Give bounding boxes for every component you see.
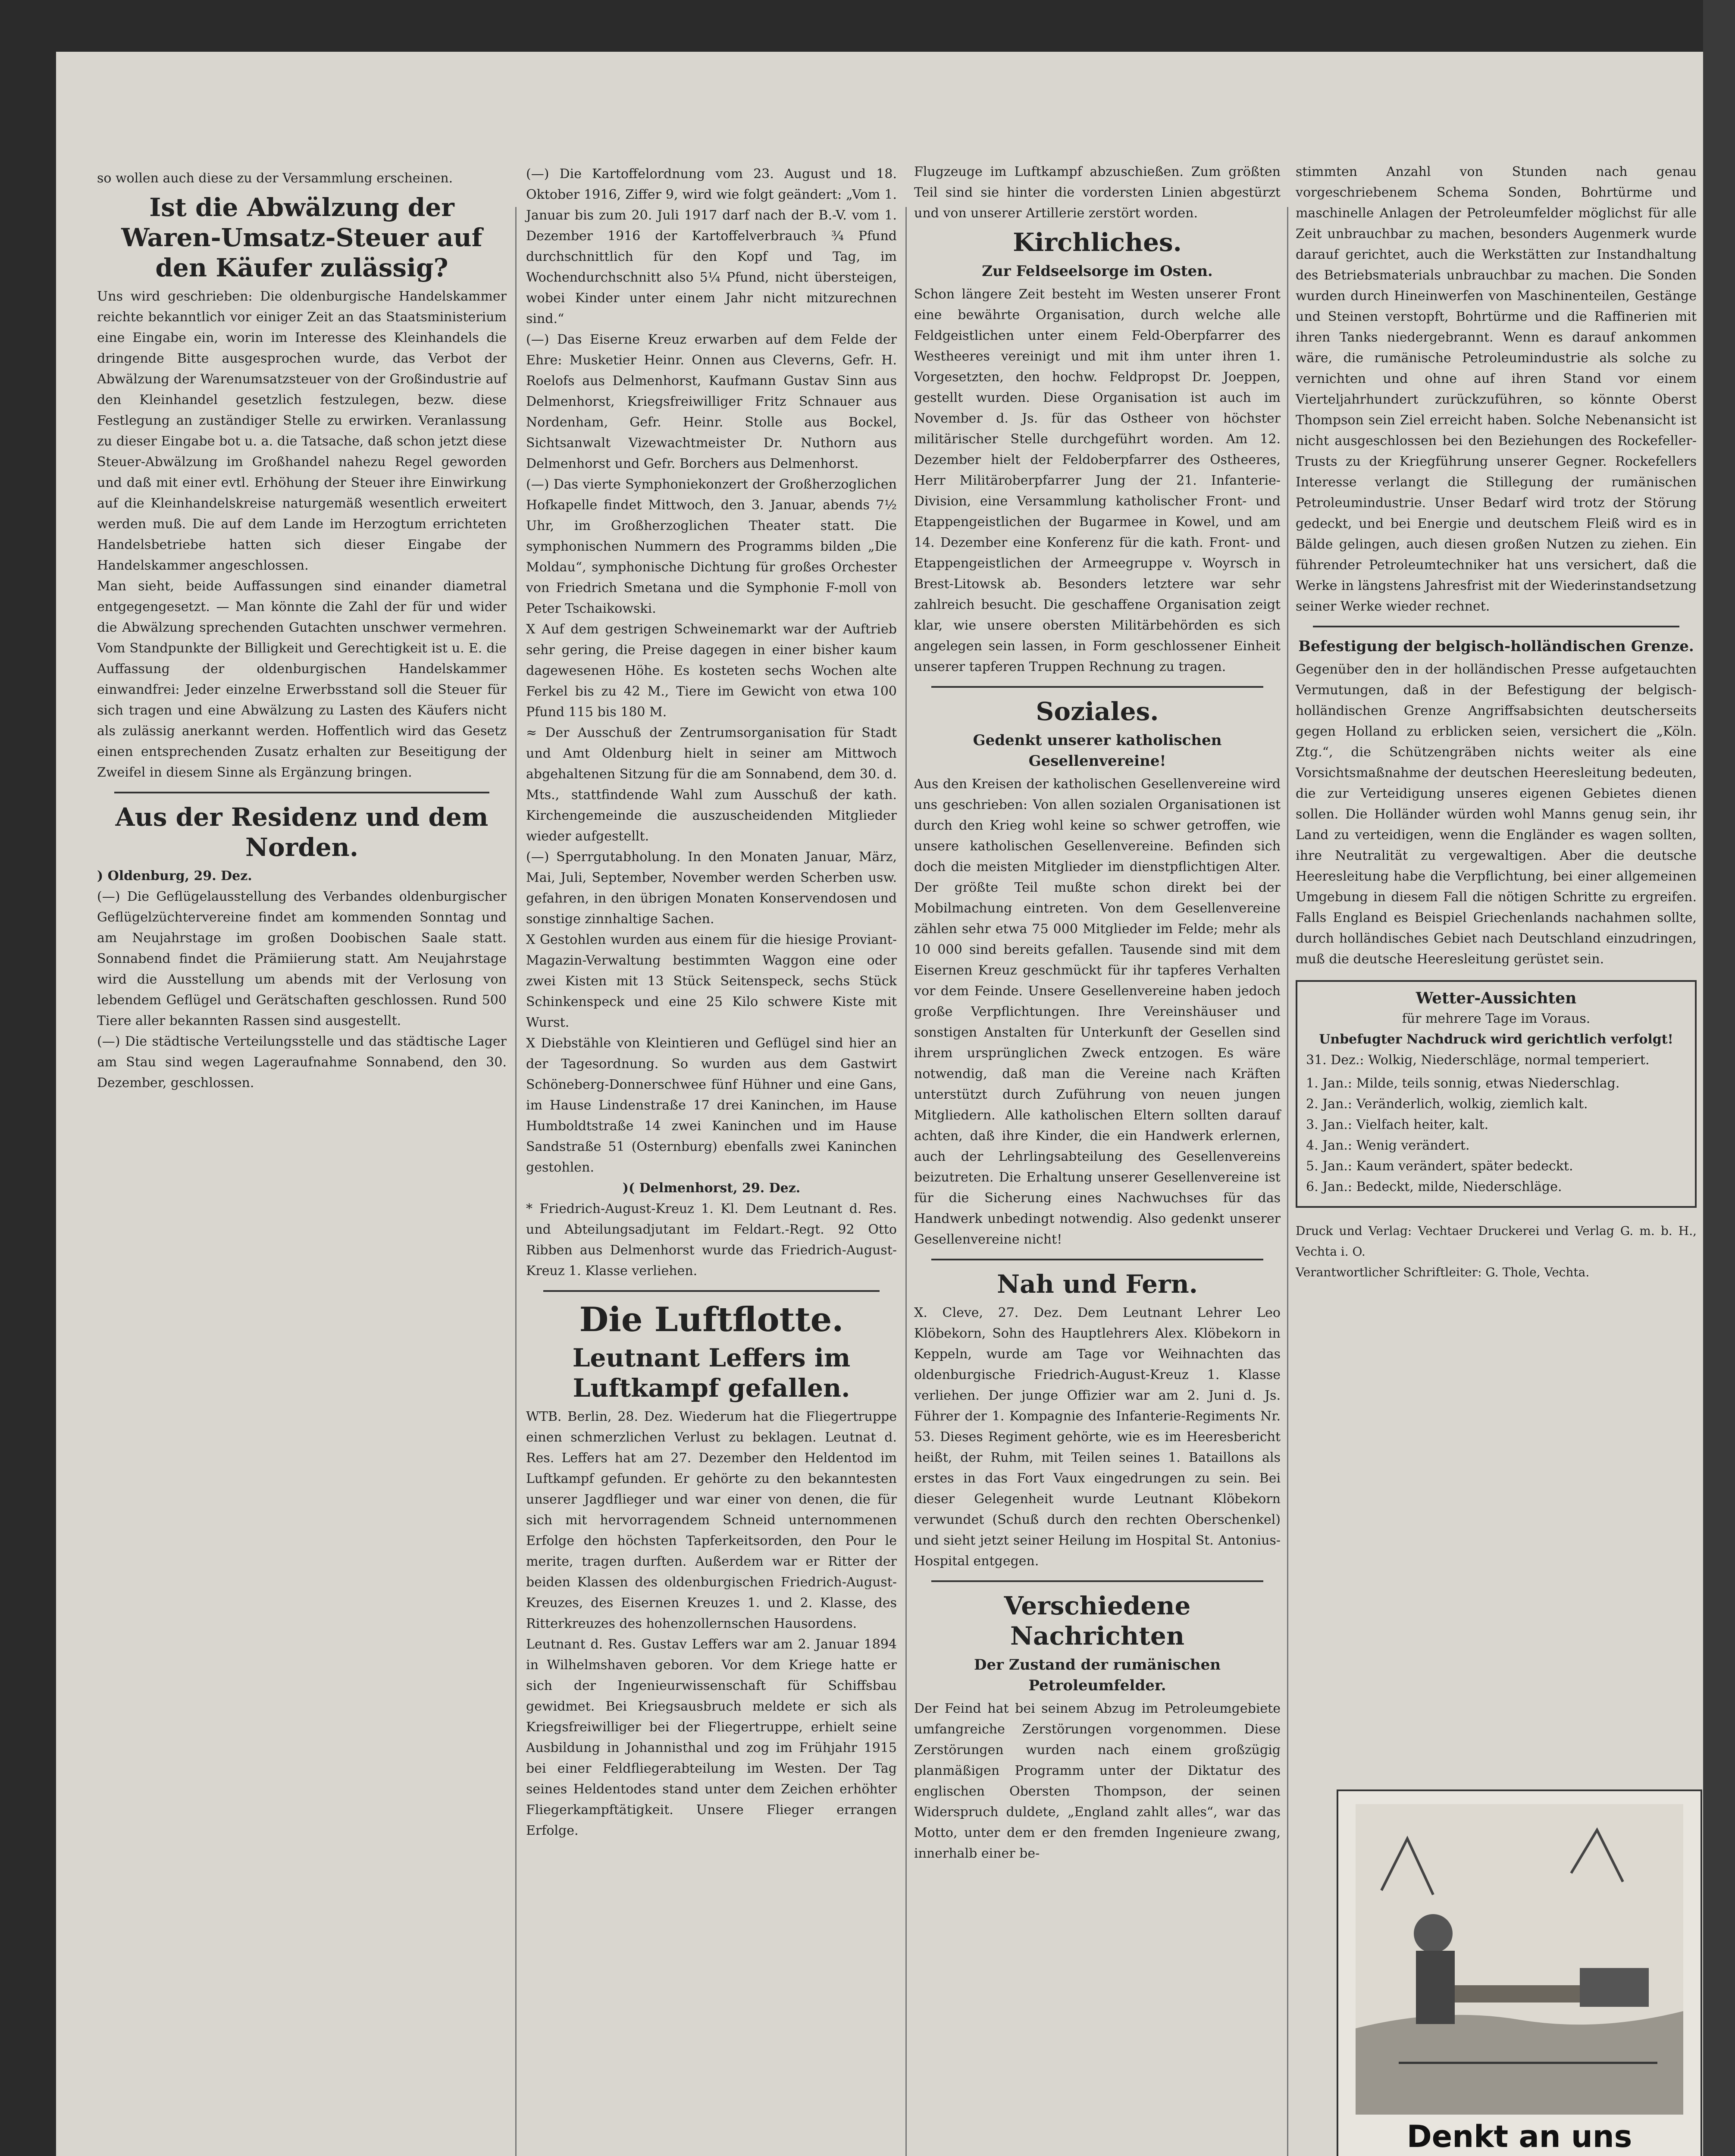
divider	[931, 1259, 1263, 1260]
imprint-publisher: Druck und Verlag: Vechtaer Druckerei und Verlag G. m. b. H., Vechta i. O.	[1296, 1224, 1697, 1259]
headline-nah-und-fern: Nah und Fern.	[997, 1269, 1198, 1299]
weather-title: Wetter-Aussichten	[1416, 989, 1577, 1007]
article-body: Der Feind hat bei seinem Abzug im Petroleumgebiete umfangreiche Zerstörungen vorgenommen. Diese Zerstörungen wurden nach einem großzügig planmäßigen Programm unter der Diktatur des englischen Obersten Thompson, der seinen Widerspruch duldete, „England zahlt alles“, war das Motto, unter dem er den fremden Ingenieure zwang, innerhalb einer be-	[914, 1701, 1281, 1861]
article-body: Aus den Kreisen der katholischen Gesellenvereine wird uns geschrieben: Von allen sozialen Organisationen ist durch den Krieg wohl keine so schwer getroffen, wie unsere katholischen Gesellenvereine. Befinden sich doch die meisten Mitglieder im dienstpflichtigen Alter. Der größte Teil mußte schon direkt bei der Mobilmachung eintreten. Von dem Gesellenvereine zählen sehr etwa 75 000 Mitglieder im Felde; mehr als 10 000 sind bereits gefallen. Tausende sind mit dem Eisernen Kreuz geschmückt für ihr tapferes Verhalten vor dem Feinde. Unsere Gesellenvereine haben jedoch große Verpflichtungen. Ihre Vereinshäuser und sonstigen Anstalten für Unterkunft der Gesellen sind ihrem ursprünglichen Zweck entzogen. Es wäre notwendig, daß man die Vereine nach Kräften unterstützt durch Zuführung von neuen jungen Mitgliedern. Alle katholischen Eltern sollten darauf achten, daß ihre Kinder, die ein Handwerk erlernen, auch der Lehrlingsabteilung des Gesellenvereins beizutreten. Die Erhaltung unserer Gesellenvereine ist für die Sicherung eines Nachwuchses für das Handwerk unbedingt notwendig. Also gedenkt unserer Gesellenvereine nicht!	[914, 777, 1281, 1247]
article-body: X Diebstähle von Kleintieren und Geflügel sind hier an der Tagesordnung. So wurden aus dem Gastwirt Schöneberg-Donnerschwee fünf Hühner und eine Gans, im Hause Lindenstraße 17 drei Kaninchen, im Hause Humboldtstraße 14 zwei Kaninchen und im Hause Sandstraße 51 (Osternburg) ebenfalls zwei Kaninchen gestohlen.	[526, 1036, 897, 1175]
weather-list	[1306, 1073, 1686, 1197]
column-rule	[515, 207, 517, 2156]
article-body: (—) Das Eiserne Kreuz erwarben auf dem Felde der Ehre: Musketier Heinr. Onnen aus Cleverns, Gefr. H. Roelofs aus Delmenhorst, Kaufmann Gustav Sinn aus Delmenhorst, Kriegsfreiwilliger Fritz Schnauer aus Nordenham, Gefr. Heinr. Stolle aus Bockel, Sichtsanwalt Vizewachtmeister Dr. Nuthorn aus Delmenhorst und Gefr. Borchers aus Delmenhorst.	[526, 332, 897, 471]
article-body: (—) Die städtische Verteilungsstelle und das städtische Lager am Stau sind wegen Lageraufnahme Sonnabend, den 30. Dezember, geschlossen.	[97, 1034, 507, 1091]
soldier-illustration	[1356, 1804, 1683, 2115]
divider	[931, 1580, 1263, 1582]
article-body: ≈ Der Ausschuß der Zentrumsorganisation für Stadt und Amt Oldenburg hielt in seiner am Mittwoch abgehaltenen Sitzung für die am Sonnabend, dem 30. d. Mts., stattfindende Wahl zum Ausschuß der kath. Kirchengemeinde die auszuscheidenden Mitglieder wieder aufgestellt.	[526, 725, 897, 844]
salem-advertisement	[1337, 1789, 1702, 2156]
weather-day: 3. Jan.: Vielfach heiter, kalt.	[1306, 1117, 1489, 1132]
article-body: Schon längere Zeit besteht im Westen unserer Front eine bewährte Organisation, durch welche alle Feldgeistlichen unter einem Feld-Oberpfarrer des Westheeres vereinigt und mit ihm unter ihren 1. Vorgesetzten, den hochw. Feldpropst Dr. Joeppen, gestellt wurden. Diese Organisation ist auch im November d. Js. für das Ostheer von höchster militärischer Stelle durchgeführt worden. Am 12. Dezember hielt der Feldoberpfarrer des Ostheeres, Herr Militäroberpfarrer Jung der 21. Infanterie-Division, eine Versammlung katholischer Front- und Etappengeistlichen der Bugarmee in Kowel, und am 14. Dezember eine Konferenz für die kath. Front- und Etappengeistlichen der Armeegruppe v. Woyrsch in Brest-Litowsk ab. Besonders letztere war sehr zahlreich besucht. Die geschaffene Organisation zeigt klar, wie unsere obersten Militärbehörden es sich angelegen sein lassen, in Form geschlossener Einheit unserer tapferen Truppen Rechnung zu tragen.	[914, 287, 1281, 674]
dateline: )( Delmenhorst, 29. Dez.	[622, 1181, 801, 1196]
scan-background-right	[1703, 0, 1735, 2156]
weather-subtitle: für mehrere Tage im Voraus.	[1402, 1011, 1591, 1026]
article-body: * Friedrich-August-Kreuz 1. Kl. Dem Leutnant d. Res. und Abteilungsadjutant im Feldart.-Regt. 92 Otto Ribben aus Delmenhorst wurde das Friedrich-August-Kreuz 1. Klasse verliehen.	[526, 1201, 897, 1279]
article-body: Man sieht, beide Auffassungen sind einander diametral entgegengesetzt. — Man könnte die Zahl der für und wider die Abwälzung sprechenden Gutachten unschwer vermehren. Vom Standpunkte der Billigkeit und Gerechtigkeit ist u. E. die Auffassung der oldenburgischen Handelskammer einwandfrei: Jeder einzelne Erwerbsstand soll die Steuer für sich tragen und eine Abwälzung zu Lasten des Käufers nicht als zulässig anerkannt werden. Hoffentlich wird das Gesetz einen entsprechenden Zusatz erhalten zur Beseitigung der Zweifel in diesem Sinne als Ergänzung bringen.	[97, 579, 507, 780]
column-2	[526, 164, 897, 1841]
article-body: WTB. Berlin, 28. Dez. Wiederum hat die Fliegertruppe einen schmerzlichen Verlust zu beklagen. Leutnat d. Res. Leffers hat am 27. Dezember den Heldentod im Luftkampf gefunden. Er gehörte zu den bekanntesten unserer Jagdflieger und war einer von denen, die für sich mit hervorragendem Schneid unternommenen Erfolge den höchsten Tapferkeitsorden, den Pour le merite, tragen durften. Außerdem war er Ritter der beiden Klassen des oldenburgischen Friedrich-August-Kreuzes, des Eisernen Kreuzes 1. und 2. Klasse, des Ritterkreuzes des hohenzollernschen Hausordens.	[526, 1409, 897, 1631]
weather-day: 4. Jan.: Wenig verändert.	[1306, 1138, 1470, 1153]
headline-grenze: Befestigung der belgisch-holländischen Grenze.	[1298, 638, 1694, 655]
weather-box	[1296, 980, 1697, 1208]
headline-verschiedene: Verschiedene Nachrichten	[1004, 1591, 1191, 1651]
imprint	[1296, 1221, 1697, 1283]
imprint-editor: Verantwortlicher Schriftleiter: G. Thole, Vechta.	[1296, 1265, 1590, 1279]
weather-day: 5. Jan.: Kaum verändert, später bedeckt.	[1306, 1159, 1573, 1174]
weather-day: 2. Jan.: Veränderlich, wolkig, ziemlich kalt.	[1306, 1097, 1588, 1112]
headline-residenz: Aus der Residenz und dem Norden.	[115, 802, 489, 862]
subheadline: Gedenkt unserer katholischen Gesellenvereine!	[973, 732, 1222, 770]
weather-intro: 31. Dez.: Wolkig, Niederschläge, normal temperiert.	[1306, 1053, 1650, 1068]
article-body: (—) Die Geflügelausstellung des Verbandes oldenburgischer Geflügelzüchtervereine findet am kommenden Sonntag und am Neujahrstage im großen Doobischen Saale statt. Sonnabend findet die Prämiierung statt. Am Neujahrstage wird die Ausstellung um abends mit der Verlosung von lebendem Geflügel und Gerätschaften geschlossen. Rund 500 Tiere aller bekannten Rassen sind ausgestellt.	[97, 889, 507, 1028]
article-body: Uns wird geschrieben: Die oldenburgische Handelskammer reichte bekanntlich vor einiger Zeit an das Staatsministerium eine Eingabe ein, worin im Interesse des Kleinhandels die dringende Bitte ausgesprochen wurde, das Verbot der Abwälzung der Warenumsatzsteuer von der Großindustrie auf den Kleinhandel gesetzlich festzulegen, bezw. diese Festlegung an zuständiger Stelle zu erwirken. Veranlassung zu dieser Eingabe bot u. a. die Tatsache, daß schon jetzt diese Steuer-Abwälzung im Großhandel nahezu Regel geworden und daß mit einer evtl. Erhöhung der Steuer ihre Einwirkung auf die Kleinhandelskreise naturgemäß wesentlich erweitert werden muß. Die auf dem Lande im Herzogtum errichteten Handelsbetriebe hatten sich dieser Eingabe der Handelskammer angeschlossen.	[97, 289, 507, 573]
article-continuation: stimmten Anzahl von Stunden nach genau vorgeschriebenem Schema Sonden, Bohrtürme und maschinelle Anlagen der Petroleumfelder möglichst für alle Zeit unbrauchbar zu machen, besonders Augenmerk wurde darauf gerichtet, auch die Werkstätten zur Instandhaltung des Betriebsmaterials unbrauchbar zu machen. Die Sonden wurden durch Hineinwerfen von Maschinenteilen, Gestänge und Steinen verstopft, Bohrtürme und die Raffinerien mit ihren Tanks niedergebrannt. Wenn es darauf ankommen wäre, die rumänische Petroleumindustrie als solche zu vernichten und ohne auf ihren Stand vor einem Vierteljahrhundert zurückzuführen, so könnte Oberst Thompson sein Ziel erreicht haben. Solche Nebenansicht ist nicht ausgeschlossen bei den Beziehungen des Rockefeller-Trusts zu der Kriegführung unserer Gegner. Rockefellers Interesse verlangt die Stillegung der rumänischen Petroleumindustrie. Unser Bedarf wird trotz der Störung gedeckt, und bei Energie und deutschem Fleiß wird es in Bälde gelingen, auch diesen großen Nutzen zu ziehen. Ein führender Petroleumtechniker hat uns versichert, daß die Werke in längstens Jahresfrist mit der Wiederinstandsetzung seiner Werke wieder rechnet.	[1296, 164, 1697, 614]
divider	[1313, 626, 1679, 627]
headline-luftflotte: Die Luftflotte.	[579, 1300, 844, 1339]
scan-background-top	[0, 0, 1735, 52]
article-body: X Gestohlen wurden aus einem für die hiesige Proviant-Magazin-Verwaltung bestimmten Waggon eine oder zwei Kisten mit 13 Stück Seitenspeck, sechs Stück Schinkenspeck und eine 25 Kilo schwere Kiste mit Wurst.	[526, 932, 897, 1030]
subheadline: Zur Feldseelsorge im Osten.	[982, 263, 1213, 280]
column-4	[1296, 162, 1697, 1283]
divider	[931, 686, 1263, 688]
divider	[114, 792, 489, 793]
article-body: Gegenüber den in der holländischen Presse aufgetauchten Vermutungen, daß in der Befestigung der belgisch-holländischen Grenze Angriffsabsichten deutscherseits gegen Holland zu erblicken seien, versichert die „Köln. Ztg.“, die Schützengräben nichts weiter als eine Vorsichtsmaßnahme der deutschen Heeresleitung bedeuten, die zur Verteidigung unseres eigenen Gebietes dienen sollen. Die Holländer würden wohl Manns genug sein, ihr Land zu verteidigen, wenn die Engländer es wagen sollten, ihre Neutralität zu vergewaltigen. Aber die deutsche Heeresleitung habe die Verpflichtung, bei einer allgemeinen Umgebung in diesem Fall die nötigen Schritte zu ergreifen. Falls England es Beispiel Griechenlands nachahmen sollte, durch holländisches Gebiet nach Deutschland einzudringen, muß die deutsche Heeresleitung gerüstet sein.	[1296, 662, 1697, 967]
divider	[543, 1290, 880, 1292]
headline-kirchliches: Kirchliches.	[1013, 228, 1182, 257]
article-body: Leutnant d. Res. Gustav Leffers war am 2. Januar 1894 in Wilhelmshaven geboren. Vor dem Kriege hatte er sich der Ingenieurwissenschaft für Schiffsbau gewidmet. Bei Kriegsausbruch meldete er sich als Kriegsfreiwilliger bei der Fliegertruppe, erhielt seine Ausbildung in Johannisthal und zog im Frühjahr 1915 bei einer Feldfliegerabteilung im Westen. Der Tag seines Heldentodes stand unter dem Zeichen erhöhter Fliegerkampftätigkeit. Unsere Flieger errangen Erfolge.	[526, 1637, 897, 1838]
headline-leffers: Leutnant Leffers im Luftkampf gefallen.	[572, 1343, 851, 1403]
article-body: (—) Sperrgutabholung. In den Monaten Januar, März, Mai, Juli, September, November werden Scherben usw. gefahren, in den übrigen Monaten Konservendosen und sonstige zinnhaltige Sachen.	[526, 849, 897, 927]
weather-day: 1. Jan.: Milde, teils sonnig, etwas Niederschlag.	[1306, 1076, 1620, 1091]
column-1	[97, 168, 507, 1094]
article-body: (—) Das vierte Symphoniekonzert der Großherzoglichen Hofkapelle findet Mittwoch, den 3. Januar, abends 7½ Uhr, im Großherzoglichen Theater statt. Die symphonischen Nummern des Programms bilden „Die Moldau“, symphonische Dichtung für großes Orchester von Friedrich Smetana und die Symphonie F-moll von Peter Tschaikowski.	[526, 477, 897, 616]
article-body: X Auf dem gestrigen Schweinemarkt war der Auftrieb sehr gering, die Preise dagegen in einer bisher kaum dagewesenen Höhe. Es kosteten sechs Wochen alte Ferkel bis zu 42 M., Tiere im Gewicht von etwa 100 Pfund 115 bis 180 M.	[526, 622, 897, 720]
article-body: X. Cleve, 27. Dez. Dem Leutnant Lehrer Leo Klöbekorn, Sohn des Hauptlehrers Alex. Klöbekorn in Keppeln, wurde am Tage vor Weihnachten das oldenburgische Friedrich-August-Kreuz 1. Klasse verliehen. Der junge Offizier war am 2. Juni d. Js. Führer der 1. Kompagnie des Infanterie-Regiments Nr. 53. Dieses Regiment gehörte, wie es im Heeresbericht heißt, der Ruhm, mit Teilen seines 1. Bataillons als erstes in das Fort Vaux eingedrungen zu sein. Bei dieser Gelegenheit wurde Leutnant Klöbekorn verwundet (Schuß durch den rechten Oberschenkel) und sieht jetzt seiner Heilung im Hospital St. Antonius-Hospital entgegen.	[914, 1305, 1281, 1569]
article-continuation: so wollen auch diese zu der Versammlung erscheinen.	[97, 171, 453, 186]
headline-soziales: Soziales.	[1036, 697, 1159, 726]
subheadline: Der Zustand der rumänischen Petroleumfelder.	[974, 1656, 1221, 1694]
headline-steuer: Ist die Abwälzung der Waren-Umsatz-Steuer auf den Käufer zulässig?	[121, 193, 482, 282]
column-rule	[905, 207, 907, 2156]
dateline: ) Oldenburg, 29. Dez.	[97, 868, 252, 884]
column-3	[914, 162, 1281, 1864]
ad-line: Denkt an uns	[1406, 2119, 1632, 2154]
column-rule	[1287, 207, 1288, 2156]
article-continuation: Flugzeuge im Luftkampf abzuschießen. Zum größten Teil sind sie hinter die vordersten Linien abgestürzt und von unserer Artillerie zerstört worden.	[914, 164, 1281, 221]
weather-note: Unbefugter Nachdruck wird gerichtlich verfolgt!	[1319, 1032, 1673, 1047]
article-body: (—) Die Kartoffelordnung vom 23. August und 18. Oktober 1916, Ziffer 9, wird wie folgt geändert: „Vom 1. Januar bis zum 20. Juli 1917 darf nach der B.-V. vom 1. Dezember 1916 der Kartoffelverbrauch ¾ Pfund durchschnittlich für den Kopf und Tag, im Wochendurchschnitt also 5¼ Pfund, nicht übersteigen, wobei Kinder unter einem Jahr nicht mitzurechnen sind.“	[526, 166, 897, 326]
weather-day: 6. Jan.: Bedeckt, milde, Niederschläge.	[1306, 1179, 1562, 1194]
